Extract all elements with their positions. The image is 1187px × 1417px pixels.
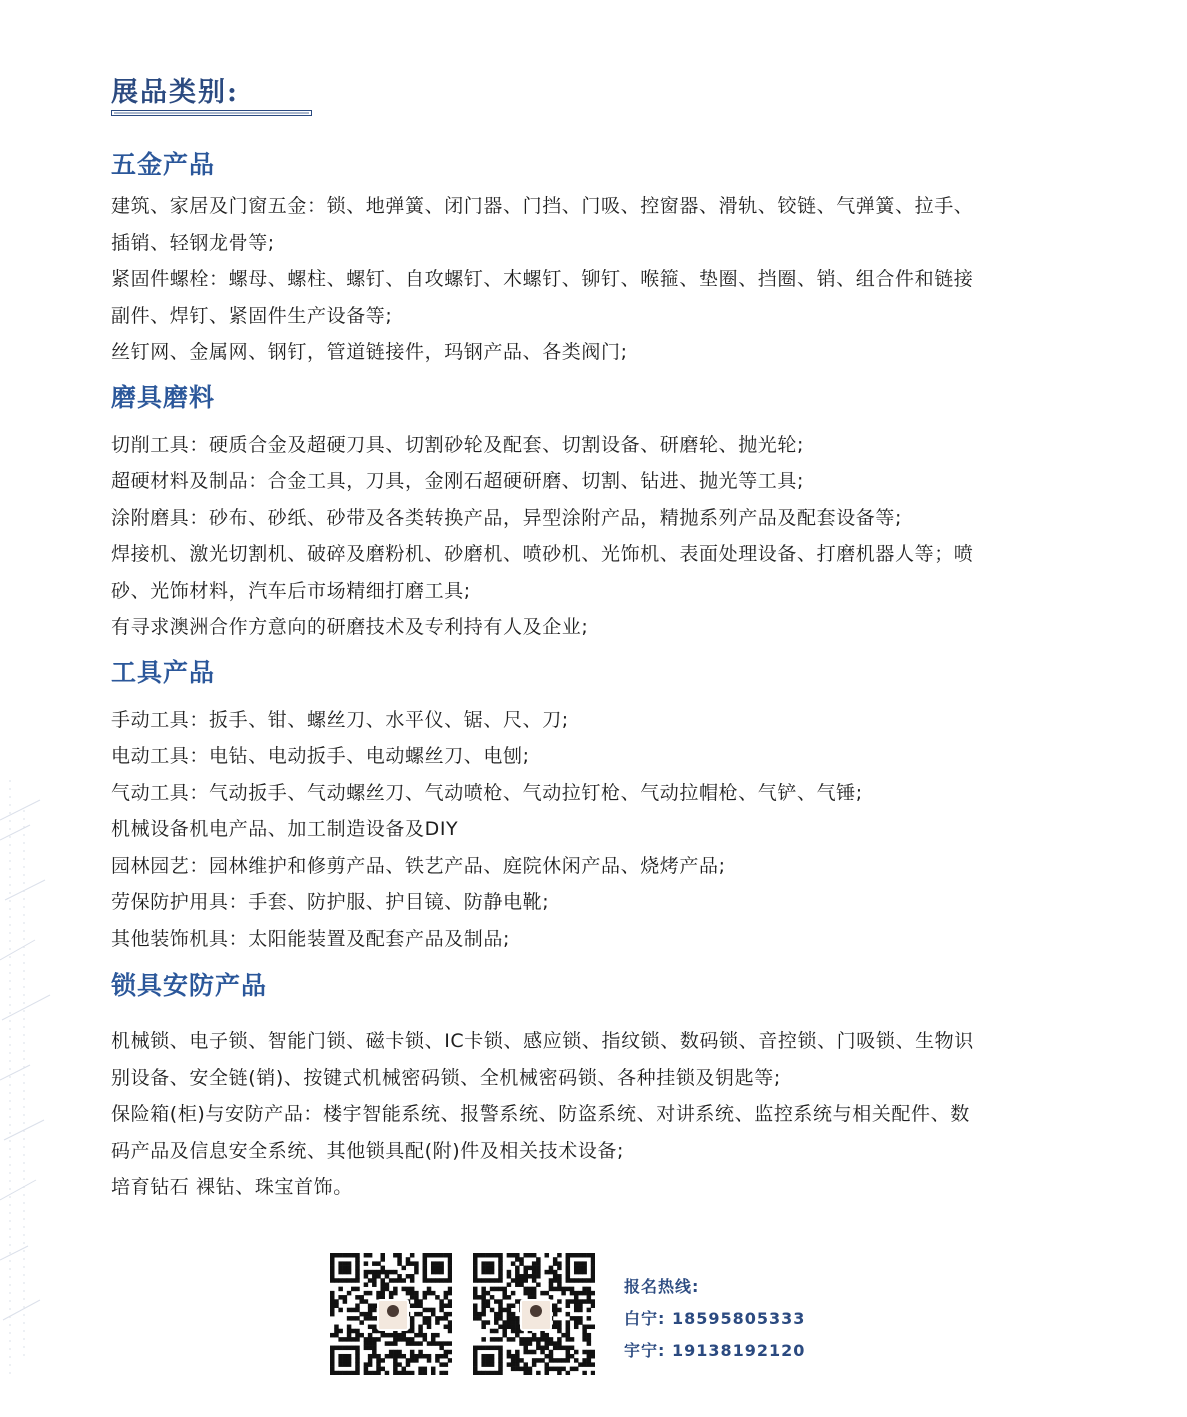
category-item: 丝钉网、金属网、钢钉，管道链接件，玛钢产品、各类阀门; xyxy=(111,341,628,363)
category-heading-abrasives: 磨具磨料 xyxy=(111,382,216,412)
category-item: 电动工具：电钻、电动扳手、电动螺丝刀、电刨; xyxy=(111,745,530,767)
hotline-contact[interactable]: 宇宁: 19138192120 xyxy=(624,1341,806,1360)
category-item: 码产品及信息安全系统、其他锁具配(附)件及相关技术设备; xyxy=(111,1139,625,1162)
category-item: 机械设备机电产品、加工制造设备及DIY xyxy=(111,818,459,840)
category-item: 园林园艺：园林维护和修剪产品、铁艺产品、庭院休闲产品、烧烤产品; xyxy=(111,854,726,877)
category-item: 有寻求澳洲合作方意向的研磨技术及专利持有人及企业; xyxy=(111,616,589,638)
category-item: 切削工具：硬质合金及超硬刀具、切割砂轮及配套、切割设备、研磨轮、抛光轮; xyxy=(111,433,805,456)
category-item: 焊接机、激光切割机、破碎及磨粉机、砂磨机、喷砂机、光饰机、表面处理设备、打磨机器人等；喷 xyxy=(111,543,974,565)
category-item: 机械锁、电子锁、智能门锁、磁卡锁、IC卡锁、感应锁、指纹锁、数码锁、音控锁、门吸锁、生物识 xyxy=(111,1030,974,1052)
qr-code-icon[interactable] xyxy=(473,1253,595,1375)
page-title: 展品类别: xyxy=(111,77,239,108)
hotline-contact[interactable]: 白宁: 18595805333 xyxy=(624,1309,806,1328)
category-heading-tools: 工具产品 xyxy=(111,657,216,687)
contact-area xyxy=(330,1253,830,1378)
category-item: 紧固件螺栓：螺母、螺柱、螺钉、自攻螺钉、木螺钉、铆钉、喉箍、垫圈、挡圈、销、组合件和链接 xyxy=(111,268,974,290)
category-item: 别设备、安全链(销)、按键式机械密码锁、全机械密码锁、各种挂锁及钥匙等; xyxy=(111,1066,781,1089)
category-item: 建筑、家居及门窗五金：锁、地弹簧、闭门器、门挡、门吸、控窗器、滑轨、铰链、气弹簧、拉手、 xyxy=(111,195,974,217)
category-item: 手动工具：扳手、钳、螺丝刀、水平仪、锯、尺、刀; xyxy=(111,708,569,731)
category-item: 砂、光饰材料，汽车后市场精细打磨工具; xyxy=(111,579,471,602)
avatar xyxy=(377,1299,409,1331)
category-item: 保险箱(柜)与安防产品：楼宇智能系统、报警系统、防盗系统、对讲系统、监控系统与相关配件、数 xyxy=(111,1103,970,1125)
category-heading-locks-security: 锁具安防产品 xyxy=(111,971,268,1000)
category-item: 劳保防护用具：手套、防护服、护目镜、防静电靴; xyxy=(111,891,550,913)
category-item: 副件、焊钉、紧固件生产设备等; xyxy=(111,304,393,327)
category-item: 超硬材料及制品：合金工具，刀具，金刚石超硬研磨、切割、钻进、抛光等工具; xyxy=(111,470,805,492)
exhibit-categories xyxy=(111,142,1101,1206)
title-underline xyxy=(111,110,312,116)
registration-hotline xyxy=(624,1271,805,1367)
category-item: 其他装饰机具：太阳能装置及配套产品及制品; xyxy=(111,927,511,950)
category-item: 培育钻石 裸钻、珠宝首饰。 xyxy=(111,1176,353,1198)
category-heading-hardware: 五金产品 xyxy=(111,150,216,179)
category-item: 涂附磨具：砂布、砂纸、砂带及各类转换产品，异型涂附产品，精抛系列产品及配套设备等; xyxy=(111,506,903,529)
category-item: 插销、轻钢龙骨等; xyxy=(111,231,275,254)
category-item: 气动工具：气动扳手、气动螺丝刀、气动喷枪、气动拉钉枪、气动拉帽枪、气铲、气锤; xyxy=(111,781,863,804)
avatar xyxy=(520,1299,552,1331)
qr-code-icon[interactable] xyxy=(330,1253,452,1375)
hotline-label: 报名热线: xyxy=(624,1277,700,1296)
decorative-line-pattern xyxy=(0,780,60,1380)
